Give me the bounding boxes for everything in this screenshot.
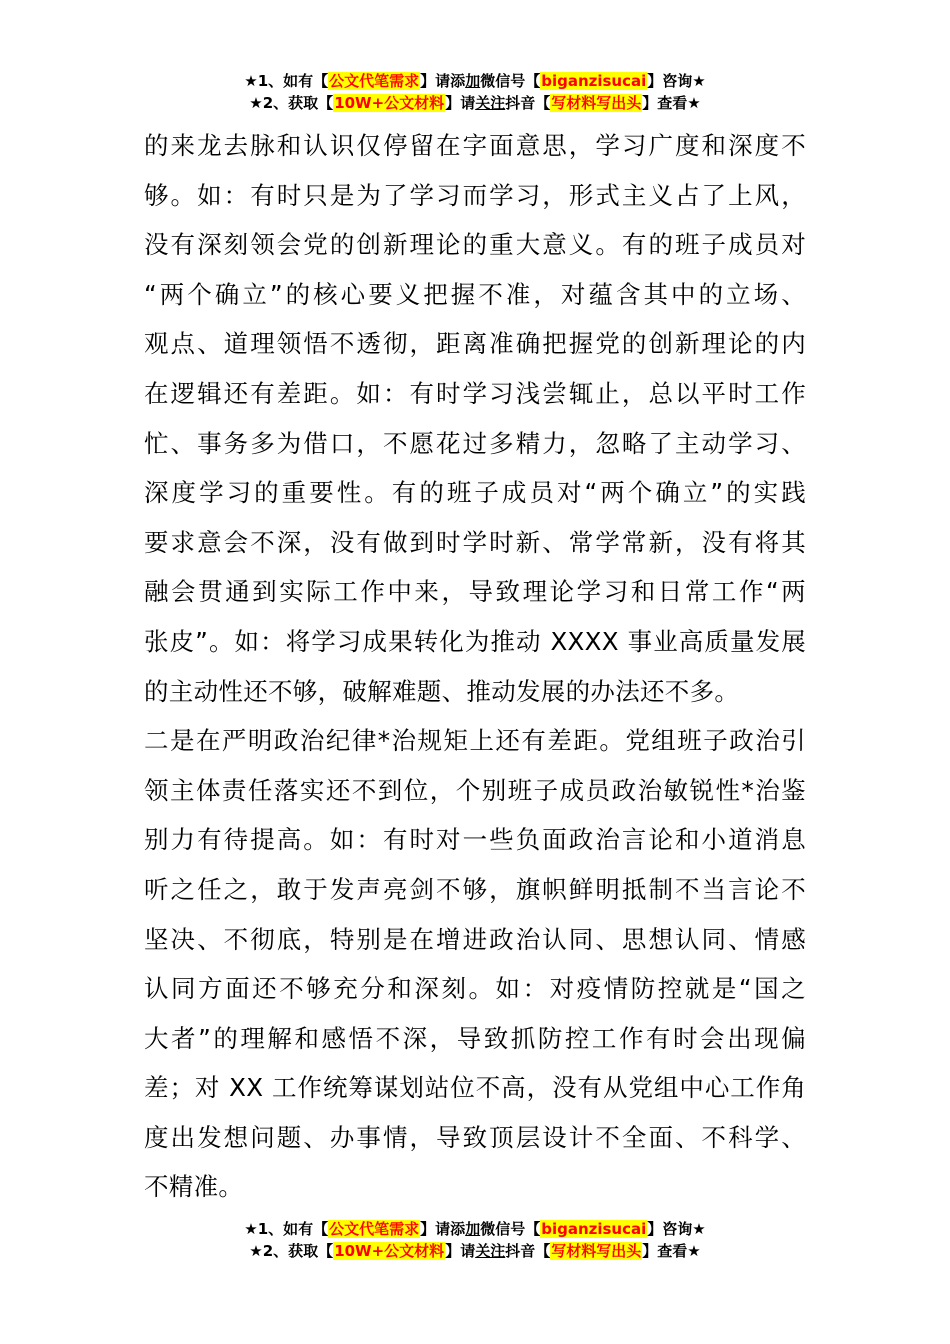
body-line: 深度学习的重要性。有的班子成员对“两个确立”的实践 xyxy=(144,478,806,508)
banner-text: 微信号【 xyxy=(480,72,541,90)
footer-banner xyxy=(0,1218,950,1262)
body-line: 在逻辑还有差距。如：有时学习浅尝辄止，总以平时工作 xyxy=(144,378,806,408)
banner-text: 】请 xyxy=(445,1242,476,1260)
banner-text: ★2、获取【 xyxy=(249,1242,334,1260)
body-line: 领主体责任落实还不到位，个别班子成员政治敏锐性*治鉴 xyxy=(144,775,806,805)
highlight-wechat-id: biganzisucai xyxy=(541,1220,647,1238)
body-line: 要求意会不深，没有做到时学时新、常学常新，没有将其 xyxy=(144,527,806,557)
banner-text: 】查看★ xyxy=(642,94,701,112)
banner-text-underlined: 加 xyxy=(465,72,481,90)
highlight-materials: 10W+公文材料 xyxy=(334,94,445,112)
banner-line-2 xyxy=(0,92,950,114)
highlight-douyin-account: 写材料写出头 xyxy=(551,1242,642,1260)
banner-text: ★2、获取【 xyxy=(249,94,334,112)
banner-text: 】咨询★ xyxy=(647,1220,706,1238)
banner-text: ★1、如有【 xyxy=(244,72,329,90)
banner-text: 】查看★ xyxy=(642,1242,701,1260)
banner-text: ★1、如有【 xyxy=(244,1220,329,1238)
document-body xyxy=(144,121,806,1212)
body-line: 不精准。 xyxy=(144,1172,244,1202)
banner-text-underlined: 关注 xyxy=(475,1242,506,1260)
body-line: 认同方面还不够充分和深刻。如：对疫情防控就是“国之 xyxy=(144,974,806,1004)
body-line: 观点、道理领悟不透彻，距离准确把握党的创新理论的内 xyxy=(144,329,806,359)
banner-text: 】请添 xyxy=(420,72,466,90)
highlight-service: 公文代笔需求 xyxy=(329,1220,420,1238)
body-line: 的主动性还不够，破解难题、推动发展的办法还不多。 xyxy=(144,676,740,706)
body-line: 张皮”。如：将学习成果转化为推动 XXXX 事业高质量发展 xyxy=(144,626,806,656)
highlight-douyin-account: 写材料写出头 xyxy=(551,94,642,112)
banner-text: 抖音【 xyxy=(505,1242,551,1260)
body-line: 融会贯通到实际工作中来，导致理论学习和日常工作“两 xyxy=(144,577,806,607)
banner-text: 抖音【 xyxy=(505,94,551,112)
body-line: 大者”的理解和感悟不深，导致抓防控工作有时会出现偏 xyxy=(144,1023,806,1053)
banner-line-2 xyxy=(0,1240,950,1262)
body-line: 的来龙去脉和认识仅停留在字面意思，学习广度和深度不 xyxy=(144,131,806,160)
banner-text: 微信号【 xyxy=(480,1220,541,1238)
highlight-service: 公文代笔需求 xyxy=(329,72,420,90)
body-line: 没有深刻领会党的创新理论的重大意义。有的班子成员对 xyxy=(144,230,806,260)
body-line: 忙、事务多为借口，不愿花过多精力，忽略了主动学习、 xyxy=(144,428,806,458)
banner-text: 】咨询★ xyxy=(647,72,706,90)
section-heading-line: 二是在严明政治纪律*治规矩上还有差距。党组班子政治引 xyxy=(144,726,806,756)
body-line: 坚决、不彻底，特别是在增进政治认同、思想认同、情感 xyxy=(144,924,806,954)
body-line: 差；对 XX 工作统筹谋划站位不高，没有从党组中心工作角 xyxy=(144,1073,806,1103)
highlight-materials: 10W+公文材料 xyxy=(334,1242,445,1260)
body-line: 听之任之，敢于发声亮剑不够，旗帜鲜明抵制不当言论不 xyxy=(144,874,806,904)
body-line: 度出发想问题、办事情，导致顶层设计不全面、不科学、 xyxy=(144,1122,806,1152)
body-line: “两个确立”的核心要义把握不准，对蕴含其中的立场、 xyxy=(144,279,806,309)
banner-line-1 xyxy=(0,1218,950,1240)
banner-text-underlined: 关注 xyxy=(475,94,506,112)
header-banner xyxy=(0,70,950,114)
banner-line-1 xyxy=(0,70,950,92)
body-line: 够。如：有时只是为了学习而学习，形式主义占了上风， xyxy=(144,180,806,210)
banner-text: 】请 xyxy=(445,94,476,112)
banner-text: 】请添 xyxy=(420,1220,466,1238)
body-line: 别力有待提高。如：有时对一些负面政治言论和小道消息 xyxy=(144,825,806,855)
banner-text-underlined: 加 xyxy=(465,1220,481,1238)
highlight-wechat-id: biganzisucai xyxy=(541,72,647,90)
